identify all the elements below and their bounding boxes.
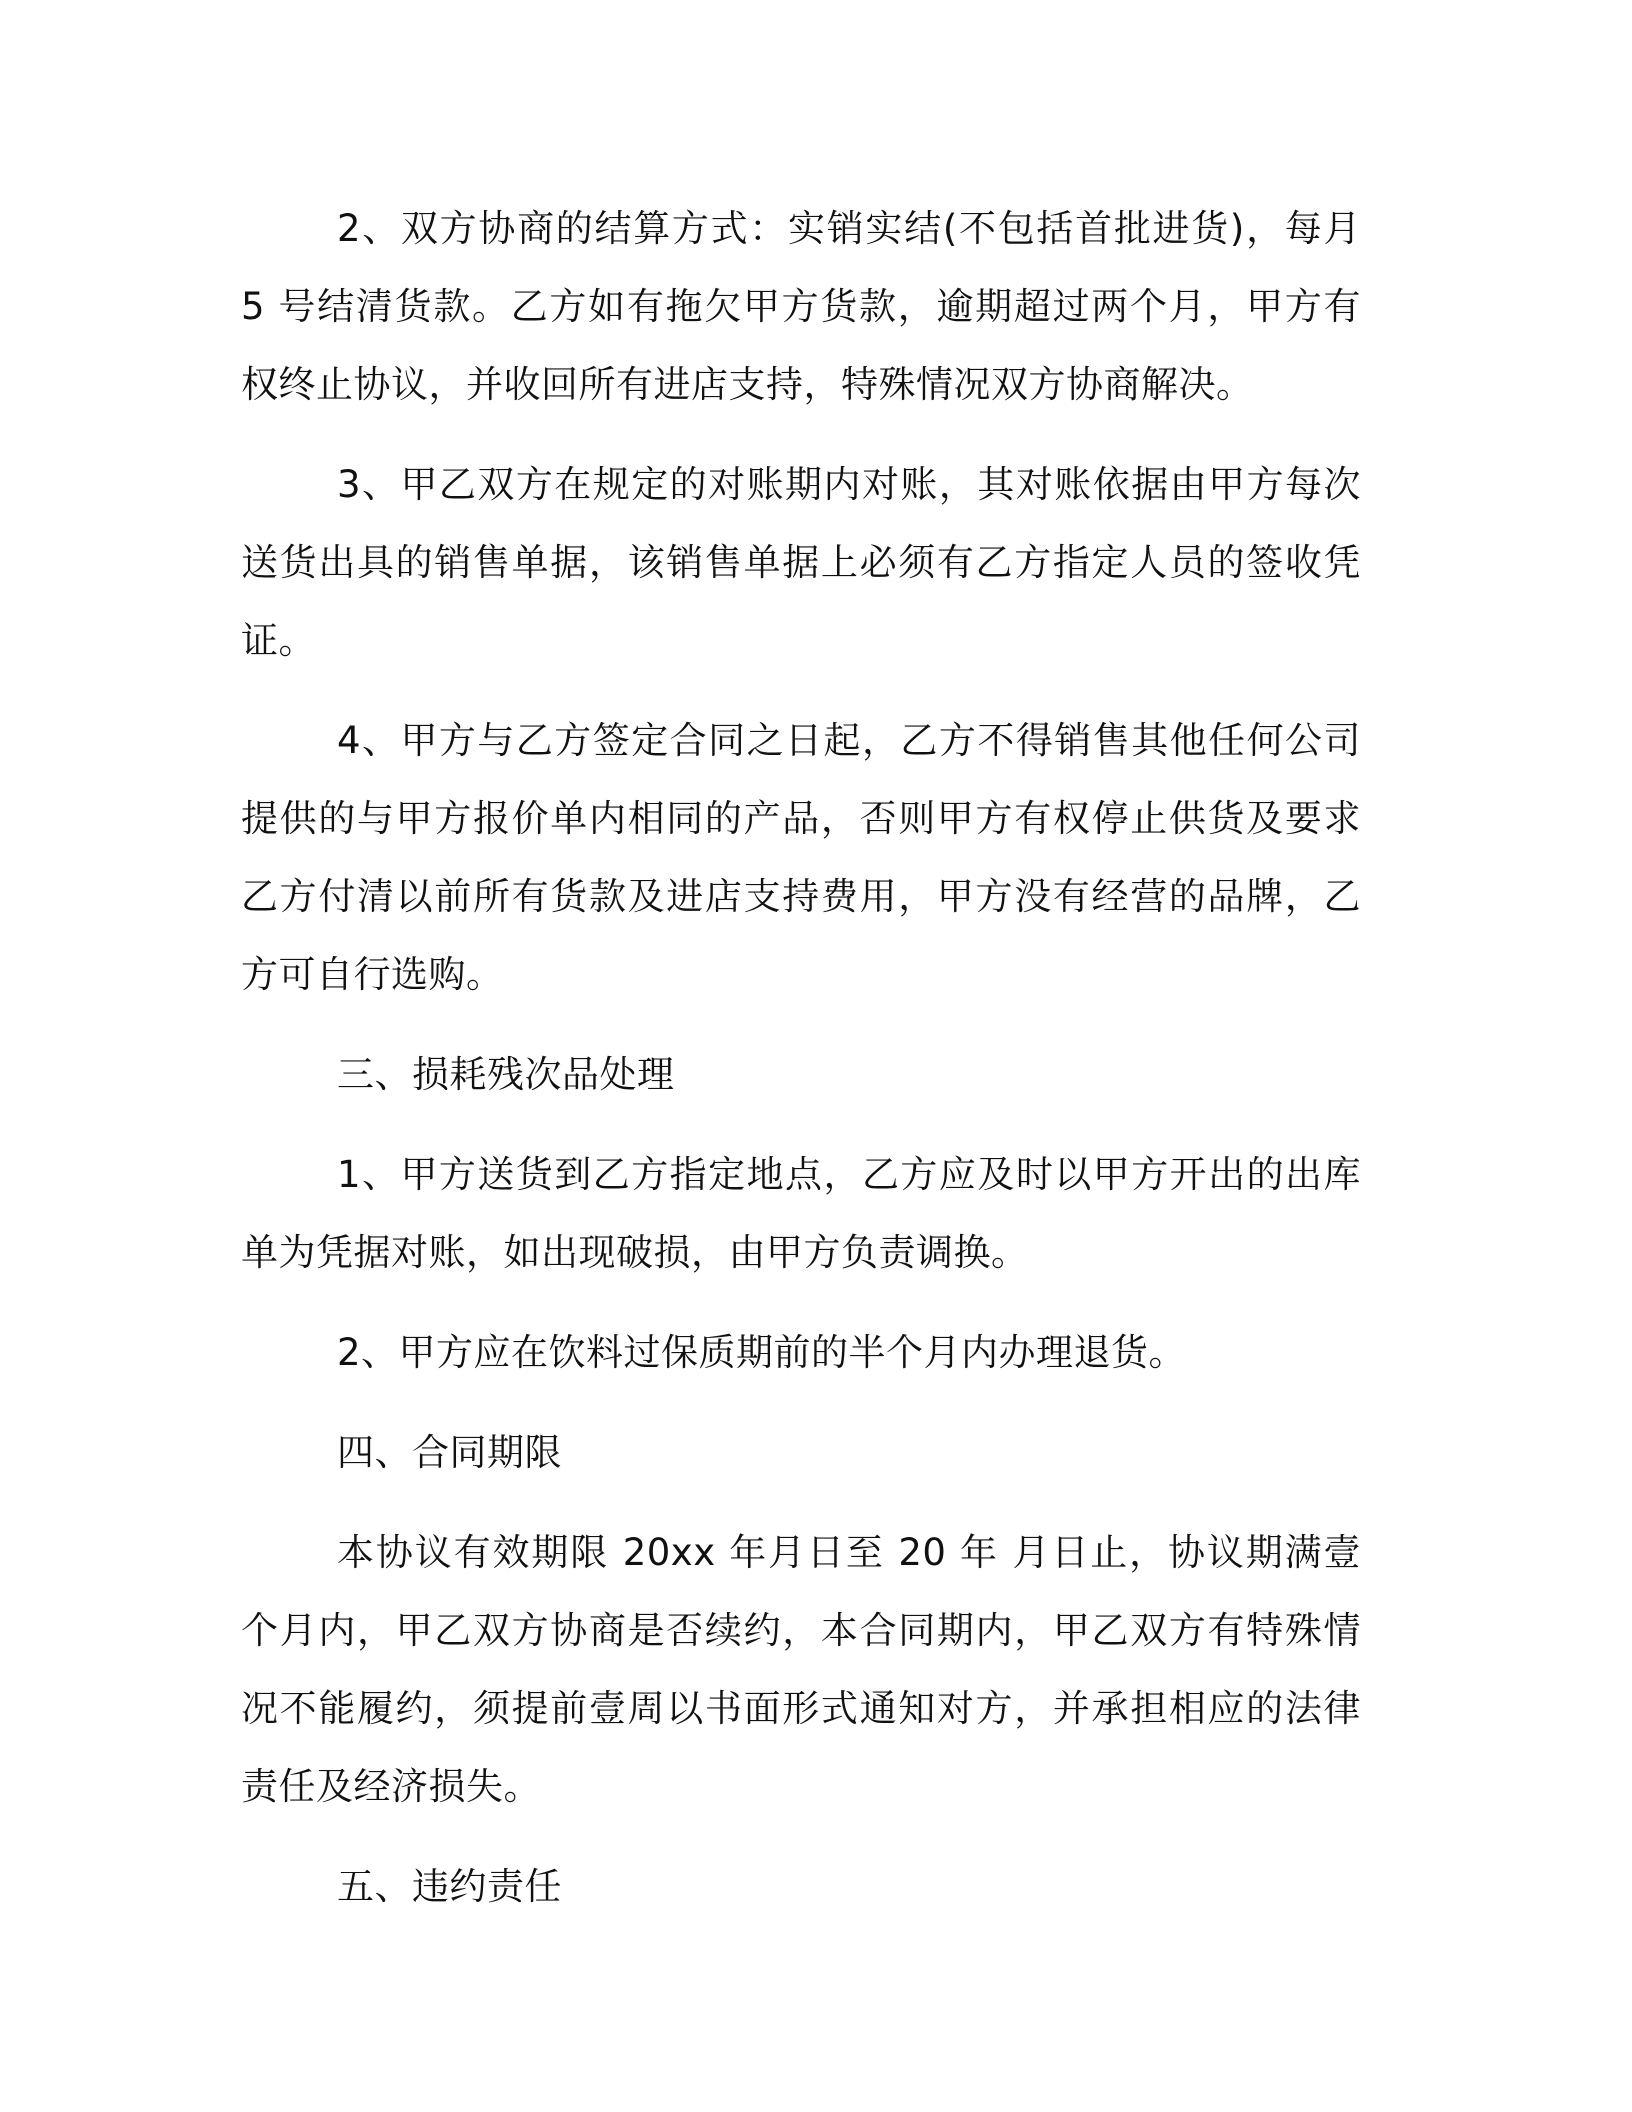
clause-2-settlement: 2、双方协商的结算方式：实销实结(不包括首批进货)，每月 5 号结清货款。乙方如有拖欠甲方货款，逾期超过两个月，甲方有权终止协议，并收回所有进店支持，特殊情况双方协商解决。: [241, 207, 1361, 406]
clause-4-exclusivity: 4、甲方与乙方签定合同之日起，乙方不得销售其他任何公司提供的与甲方报价单内相同的产品，否则甲方有权停止供货及要求乙方付清以前所有货款及进店支持费用，甲方没有经营的品牌，乙方可自行选购。: [241, 719, 1361, 996]
clause-1-delivery: 1、甲方送货到乙方指定地点，乙方应及时以甲方开出的出库单为凭据对账，如出现破损，由甲方负责调换。: [241, 1153, 1361, 1274]
section-heading-breach-liability: 五、违约责任: [337, 1865, 562, 1908]
document-page: [241, 190, 1361, 1948]
clause-2-returns: 2、甲方应在饮料过保质期前的半个月内办理退货。: [337, 1331, 1187, 1374]
contract-term-text: 本协议有效期限 20xx 年月日至 20 年 月日止，协议期满壹个月内，甲乙双方协商是否续约，本合同期内，甲乙双方有特殊情况不能履约，须提前壹周以书面形式通知对方，并承担相应的法律责任及经济损失。: [241, 1531, 1361, 1808]
clause-3-reconciliation: 3、甲乙双方在规定的对账期内对账，其对账依据由甲方每次送货出具的销售单据，该销售单据上必须有乙方指定人员的签收凭证。: [241, 463, 1361, 662]
section-heading-damaged-goods: 三、损耗残次品处理: [337, 1053, 675, 1096]
section-heading-contract-term: 四、合同期限: [337, 1431, 562, 1474]
